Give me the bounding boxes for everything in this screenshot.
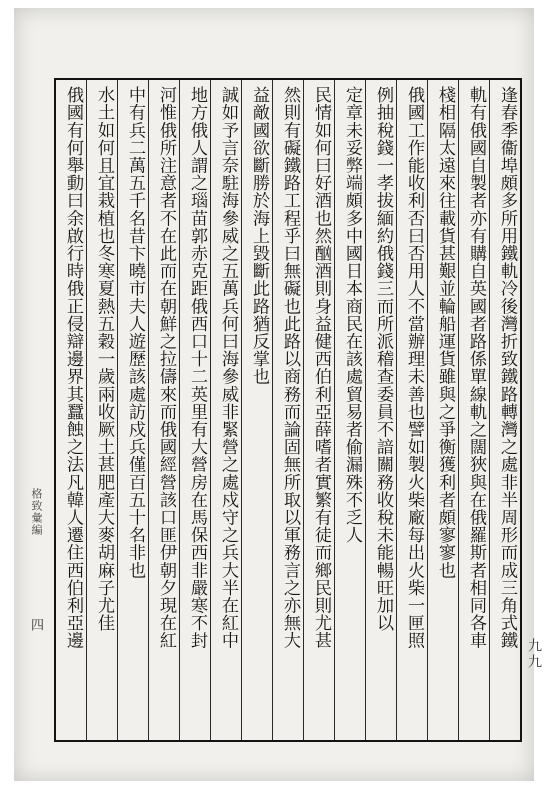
leaf-marker: 四 bbox=[28, 618, 43, 631]
margin-title: 格致彙編 bbox=[30, 488, 43, 536]
text-column: 益敵國欲斷勝於海上毀斷此路猶反掌也 bbox=[241, 80, 272, 740]
page-number: 九九 bbox=[526, 638, 542, 670]
text-column: 定章未妥弊端頗多中國日本商民在該處貿易者偷漏殊不乏人 bbox=[334, 80, 365, 740]
text-column: 民情如何曰好酒也然酗酒則身益健西伯利亞薛嗜者實繁有徒而鄉民則尤甚 bbox=[303, 80, 334, 740]
text-column: 中有兵二萬五千名昔卞曉市夫人遊歷該處訪戍兵僅百五十名非也 bbox=[117, 80, 148, 740]
text-column: 然則有礙鐵路工程乎曰無礙也此路以商務而論固無所取以軍務言之亦無大 bbox=[272, 80, 303, 740]
text-column: 軌有俄國自製者亦有購自英國者路係單線軌之闊狹與在俄羅斯者相同各車 bbox=[458, 80, 489, 740]
book-page bbox=[14, 8, 542, 781]
text-column: 地方俄人謂之瑙苗郭赤克距俄西口十二英里有大營房在馬保西非嚴寒不封 bbox=[179, 80, 210, 740]
text-column: 俄國工作能收利否曰否用人不當辦理未善也譬如製火柴廠每出火柴一匣照 bbox=[396, 80, 427, 740]
text-column: 河惟俄所注意者不在此而在朝鮮之拉儔來而俄國經營該口匪伊朝夕現在紅 bbox=[148, 80, 179, 740]
text-column: 棧相隔太遠來往載貨甚艱並輪船運貨雖與之爭衡獲利者頗寥寥也 bbox=[427, 80, 458, 740]
text-column: 逢春季衞埠頗多所用鐵軌冷後灣折致鐵路轉灣之處非半周形而成三角式鐵 bbox=[489, 80, 520, 740]
text-column: 俄國有何舉動曰余啟行時俄正侵辯邊界其蠶蝕之法凡韓人遷住西伯利亞邊 bbox=[63, 86, 83, 650]
text-column: 水土如何且宜栽植也冬寒夏熱五穀一歲兩收厥土甚肥產大麥胡麻子尤佳 bbox=[86, 80, 117, 740]
text-block bbox=[54, 78, 522, 742]
text-column: 誠如予言奈駐海參威之五萬兵何曰海參威非緊營之處戍守之兵大半在紅中 bbox=[210, 80, 241, 740]
text-column: 例抽稅錢一孝拔緬約俄錢三而所派稽查委員不諳關務收稅未能暢旺加以 bbox=[365, 80, 396, 740]
